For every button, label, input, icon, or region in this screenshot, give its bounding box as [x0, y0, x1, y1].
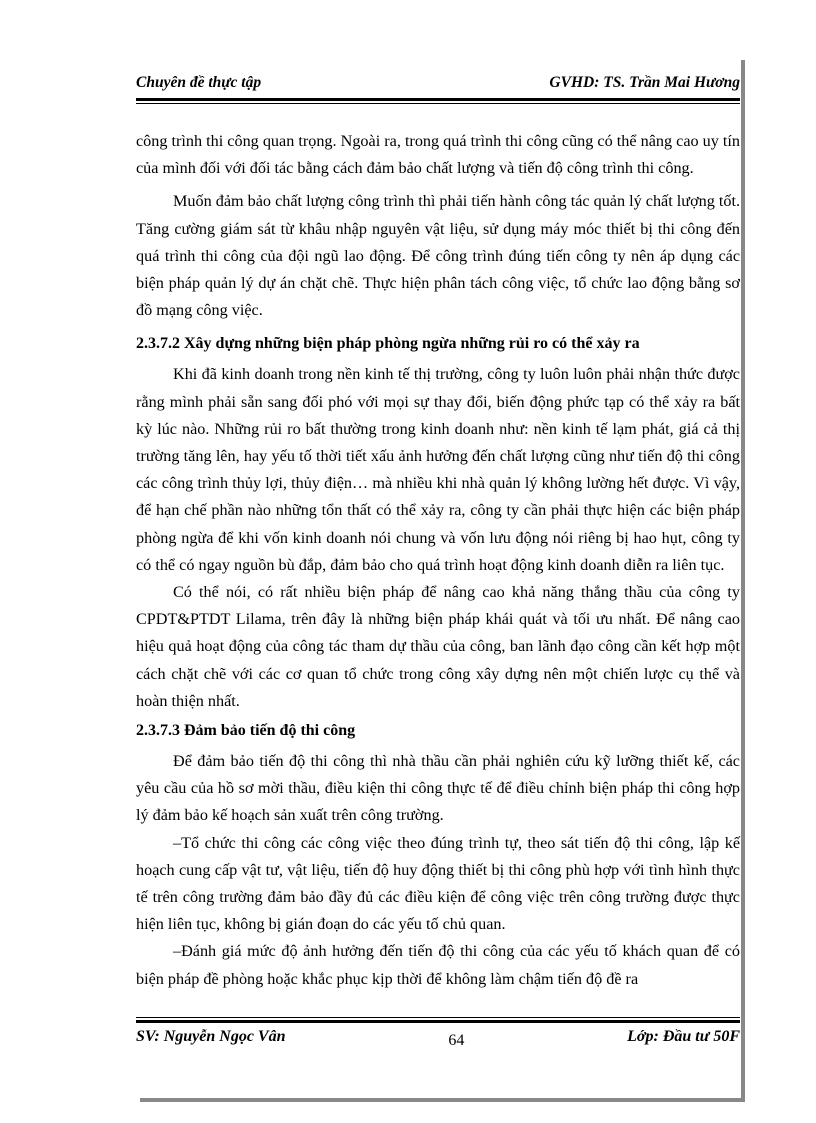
section-heading-2-3-7-2: 2.3.7.2 Xây dựng những biện pháp phòng ngừa những rủi ro có thể xảy ra — [136, 335, 640, 353]
page-number: 64 — [448, 1032, 465, 1049]
header-right-supervisor: GVHD: TS. Trần Mai Hương — [549, 74, 740, 91]
page-footer — [136, 1028, 740, 1050]
header-left-title: Chuyên đề thực tập — [136, 74, 262, 91]
paragraph-4: Có thể nói, có rất nhiều biện pháp để nâng cao khả năng thắng thầu của công ty CPDT&PTDT Lilama, trên đây là những biện pháp khái quát và tối ưu nhất. Để nâng cao hiệu quả hoạt động của công tác tham dự thầu của công, ban lãnh đạo công cần kết hợp một cách chặt chẽ với các cơ quan tổ chức trong công xây dựng nên một chiến lược cụ thể và hoàn thiện nhất. — [136, 583, 740, 710]
section-heading-2-3-7-3: 2.3.7.3 Đảm bảo tiến độ thi công — [136, 722, 356, 740]
paragraph-7: –Đánh giá mức độ ảnh hưởng đến tiến độ thi công của các yếu tố khách quan để có biện pháp đề phòng hoặc khắc phục kịp thời để không làm chậm tiến độ đề ra — [136, 942, 740, 988]
header-rule-thin — [136, 103, 740, 104]
page-shadow-right — [741, 60, 745, 1100]
footer-rule-thick — [136, 1020, 740, 1023]
paragraph-2: Muốn đảm bảo chất lượng công trình thì phải tiến hành công tác quản lý chất lượng tốt. Tăng cường giám sát từ khâu nhập nguyên vật liệu, sử dụng máy móc thiết bị thi công đến quá trình thi công của đội ngũ lao động. Để công trình đúng tiến công ty nên áp dụng các biện pháp quản lý dự án chặt chẽ. Thực hiện phân tách công việc, tổ chức lao động bằng sơ đồ mạng công việc. — [136, 192, 740, 320]
page-body — [136, 128, 740, 993]
paragraph-3: Khi đã kinh doanh trong nền kinh tế thị trường, công ty luôn luôn phải nhận thức được rằng mình phải sẵn sang đối phó với mọi sự thay đổi, biến động phức tạp có thể xảy ra bất kỳ lúc nào. Những rủi ro bất thường trong kinh doanh như: nền kinh tế lạm phát, giá cả thị trường tăng lên, hay yếu tố thời tiết xấu ảnh hưởng đến chất lượng cũng như tiến độ thi công các công trình thủy lợi, thủy điện… mà nhiều khi nhà quản lý không lường hết được. Vì vậy, để hạn chế phần nào những tổn thất có thể xảy ra, công ty cần phải thực hiện các biện pháp phòng ngừa để khi vốn kinh doanh nói chung và vốn lưu động nói riêng bị hao hụt, công ty có thể có ngay nguồn bù đắp, đảm bảo cho quá trình hoạt động kinh doanh diễn ra liên tục. — [136, 365, 740, 574]
paragraph-5: Để đảm bảo tiến độ thi công thì nhà thầu cần phải nghiên cứu kỹ lưỡng thiết kế, các yêu cầu của hồ sơ mời thầu, điều kiện thi công thực tế để điều chỉnh biện pháp thi công hợp lý đảm bảo kế hoạch sản xuất trên công trường. — [136, 752, 740, 825]
page-shadow-bottom — [140, 1098, 745, 1102]
paragraph-6: –Tổ chức thi công các công việc theo đúng trình tự, theo sát tiến độ thi công, lập kế hoạch cung cấp vật tư, vật liệu, tiến độ huy động thiết bị thi công phù hợp với tình hình thực tế trên công trường đảm bảo đầy đủ các điều kiện để công việc trên công trường được thực hiện liên tục, không bị gián đoạn do các yếu tố chủ quan. — [136, 833, 740, 934]
paragraph-1: công trình thi công quan trọng. Ngoài ra, trong quá trình thi công cũng có thể nâng cao uy tín của mình đối với đối tác bằng cách đảm bảo chất lượng và tiến độ công trình thi công. — [136, 132, 740, 178]
footer-class-name: Lớp: Đầu tư 50F — [627, 1028, 740, 1045]
header-rule-thick — [136, 98, 740, 101]
footer-student-name: SV: Nguyễn Ngọc Vân — [136, 1028, 286, 1045]
footer-rule-thin — [136, 1017, 740, 1018]
page-header — [136, 74, 740, 92]
